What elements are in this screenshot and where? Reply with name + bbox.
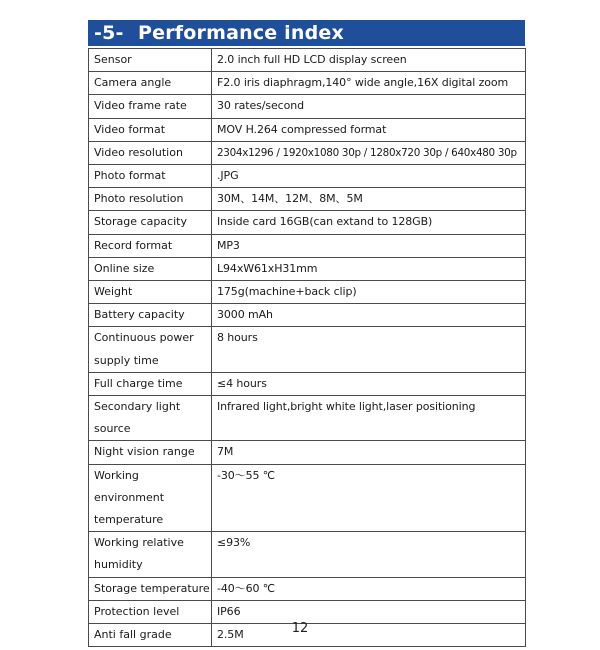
- spec-label: Storage temperature: [89, 577, 212, 600]
- spec-value: L94xW61xH31mm: [212, 257, 526, 280]
- spec-label: Video format: [89, 118, 212, 141]
- spec-label: Video resolution: [89, 141, 212, 164]
- spec-value: F2.0 iris diaphragm,140° wide angle,16X digital zoom: [212, 72, 526, 95]
- table-row: [89, 577, 526, 600]
- spec-value: 30 rates/second: [212, 95, 526, 118]
- spec-label: Storage capacity: [89, 211, 212, 234]
- performance-index-page: [88, 20, 525, 647]
- specification-table: [88, 48, 526, 647]
- spec-value: -30～55 ℃: [212, 464, 526, 532]
- spec-label: Secondary light source: [89, 396, 212, 441]
- spec-value: ≤93%: [212, 532, 526, 577]
- section-header: [88, 20, 525, 46]
- spec-label: Night vision range: [89, 441, 212, 464]
- spec-label: Working environment temperature: [89, 464, 212, 532]
- spec-label: Video frame rate: [89, 95, 212, 118]
- table-row: [89, 532, 526, 577]
- spec-label: Working relative humidity: [89, 532, 212, 577]
- spec-value: 2.5M: [212, 624, 526, 647]
- spec-label: Photo resolution: [89, 188, 212, 211]
- table-row: [89, 257, 526, 280]
- table-row: [89, 211, 526, 234]
- spec-value: 2304x1296 / 1920x1080 30p / 1280x720 30p / 640x480 30p: [212, 141, 526, 164]
- spec-label: Anti fall grade: [89, 624, 212, 647]
- table-row: [89, 464, 526, 532]
- page-number: 12: [291, 621, 309, 636]
- table-row: [89, 441, 526, 464]
- spec-label: Record format: [89, 234, 212, 257]
- spec-value: MOV H.264 compressed format: [212, 118, 526, 141]
- spec-label: Online size: [89, 257, 212, 280]
- table-row: [89, 141, 526, 164]
- spec-value: 3000 mAh: [212, 304, 526, 327]
- table-row: [89, 49, 526, 72]
- spec-label: Continuous power supply time: [89, 327, 212, 372]
- table-row: [89, 396, 526, 441]
- spec-value: 175g(machine+back clip): [212, 281, 526, 304]
- table-row: [89, 72, 526, 95]
- spec-label: Full charge time: [89, 372, 212, 395]
- spec-value: 30M、14M、12M、8M、5M: [212, 188, 526, 211]
- spec-label: Protection level: [89, 600, 212, 623]
- spec-label: Sensor: [89, 49, 212, 72]
- spec-value: 8 hours: [212, 327, 526, 372]
- spec-value: -40～60 ℃: [212, 577, 526, 600]
- spec-value: 2.0 inch full HD LCD display screen: [212, 49, 526, 72]
- spec-label: Battery capacity: [89, 304, 212, 327]
- spec-value: 7M: [212, 441, 526, 464]
- spec-value: .JPG: [212, 165, 526, 188]
- table-row: [89, 95, 526, 118]
- spec-value: Infrared light,bright white light,laser positioning: [212, 396, 526, 441]
- spec-value: Inside card 16GB(can extand to 128GB): [212, 211, 526, 234]
- table-row: [89, 327, 526, 372]
- table-row: [89, 372, 526, 395]
- spec-value: MP3: [212, 234, 526, 257]
- table-row: [89, 188, 526, 211]
- spec-value: ≤4 hours: [212, 372, 526, 395]
- section-title: Performance index: [138, 22, 344, 44]
- section-number: -5-: [94, 22, 124, 44]
- spec-label: Camera angle: [89, 72, 212, 95]
- table-row: [89, 165, 526, 188]
- table-row: [89, 118, 526, 141]
- spec-label: Weight: [89, 281, 212, 304]
- table-row: [89, 304, 526, 327]
- table-row: [89, 281, 526, 304]
- spec-value: IP66: [212, 600, 526, 623]
- spec-label: Photo format: [89, 165, 212, 188]
- table-row: [89, 234, 526, 257]
